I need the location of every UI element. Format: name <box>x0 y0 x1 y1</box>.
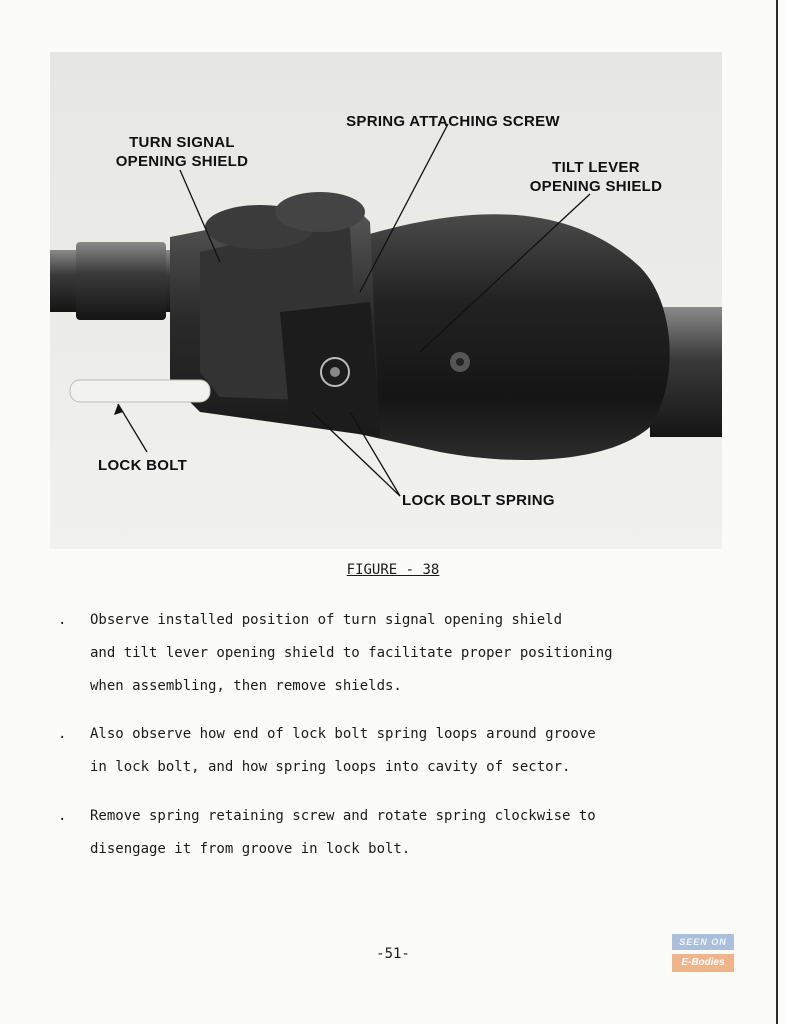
page-number: -51- <box>376 946 410 962</box>
step-text: Observe installed position of turn signal opening shield and tilt lever opening shield to facilitate proper positioning when assembling, then remove shields. <box>90 612 613 694</box>
figure-caption <box>0 562 786 578</box>
label-lock-bolt: LOCK BOLT <box>98 457 188 474</box>
figure-38-photo <box>50 52 722 549</box>
step-bullet: . <box>58 808 67 824</box>
seen-on-e-bodies-logo <box>672 934 734 974</box>
label-lock-bolt-spring: LOCK BOLT SPRING <box>402 492 555 509</box>
logo-bottom-text: E-Bodies <box>672 954 734 972</box>
step-text: Remove spring retaining screw and rotate spring clockwise to disengage it from groove in lock bolt. <box>90 808 596 857</box>
step-bullet: . <box>58 726 67 742</box>
step-text: Also observe how end of lock bolt spring loops around groove in lock bolt, and how spring loops into cavity of sector. <box>90 726 596 775</box>
label-turn-signal-line1: TURN SIGNAL <box>129 134 235 151</box>
figure-caption-text: FIGURE - 38 <box>346 562 440 578</box>
label-tilt-lever-line2: OPENING SHIELD <box>529 178 663 195</box>
label-turn-signal-line2: OPENING SHIELD <box>115 153 249 170</box>
step-bullet: . <box>58 612 67 628</box>
label-spring-attaching-screw: SPRING ATTACHING SCREW <box>346 113 560 130</box>
label-tilt-lever-line1: TILT LEVER <box>552 159 640 176</box>
steering-column-illustration <box>50 52 722 549</box>
logo-top-text: SEEN ON <box>672 934 734 950</box>
page-edge-rule <box>776 0 778 1024</box>
